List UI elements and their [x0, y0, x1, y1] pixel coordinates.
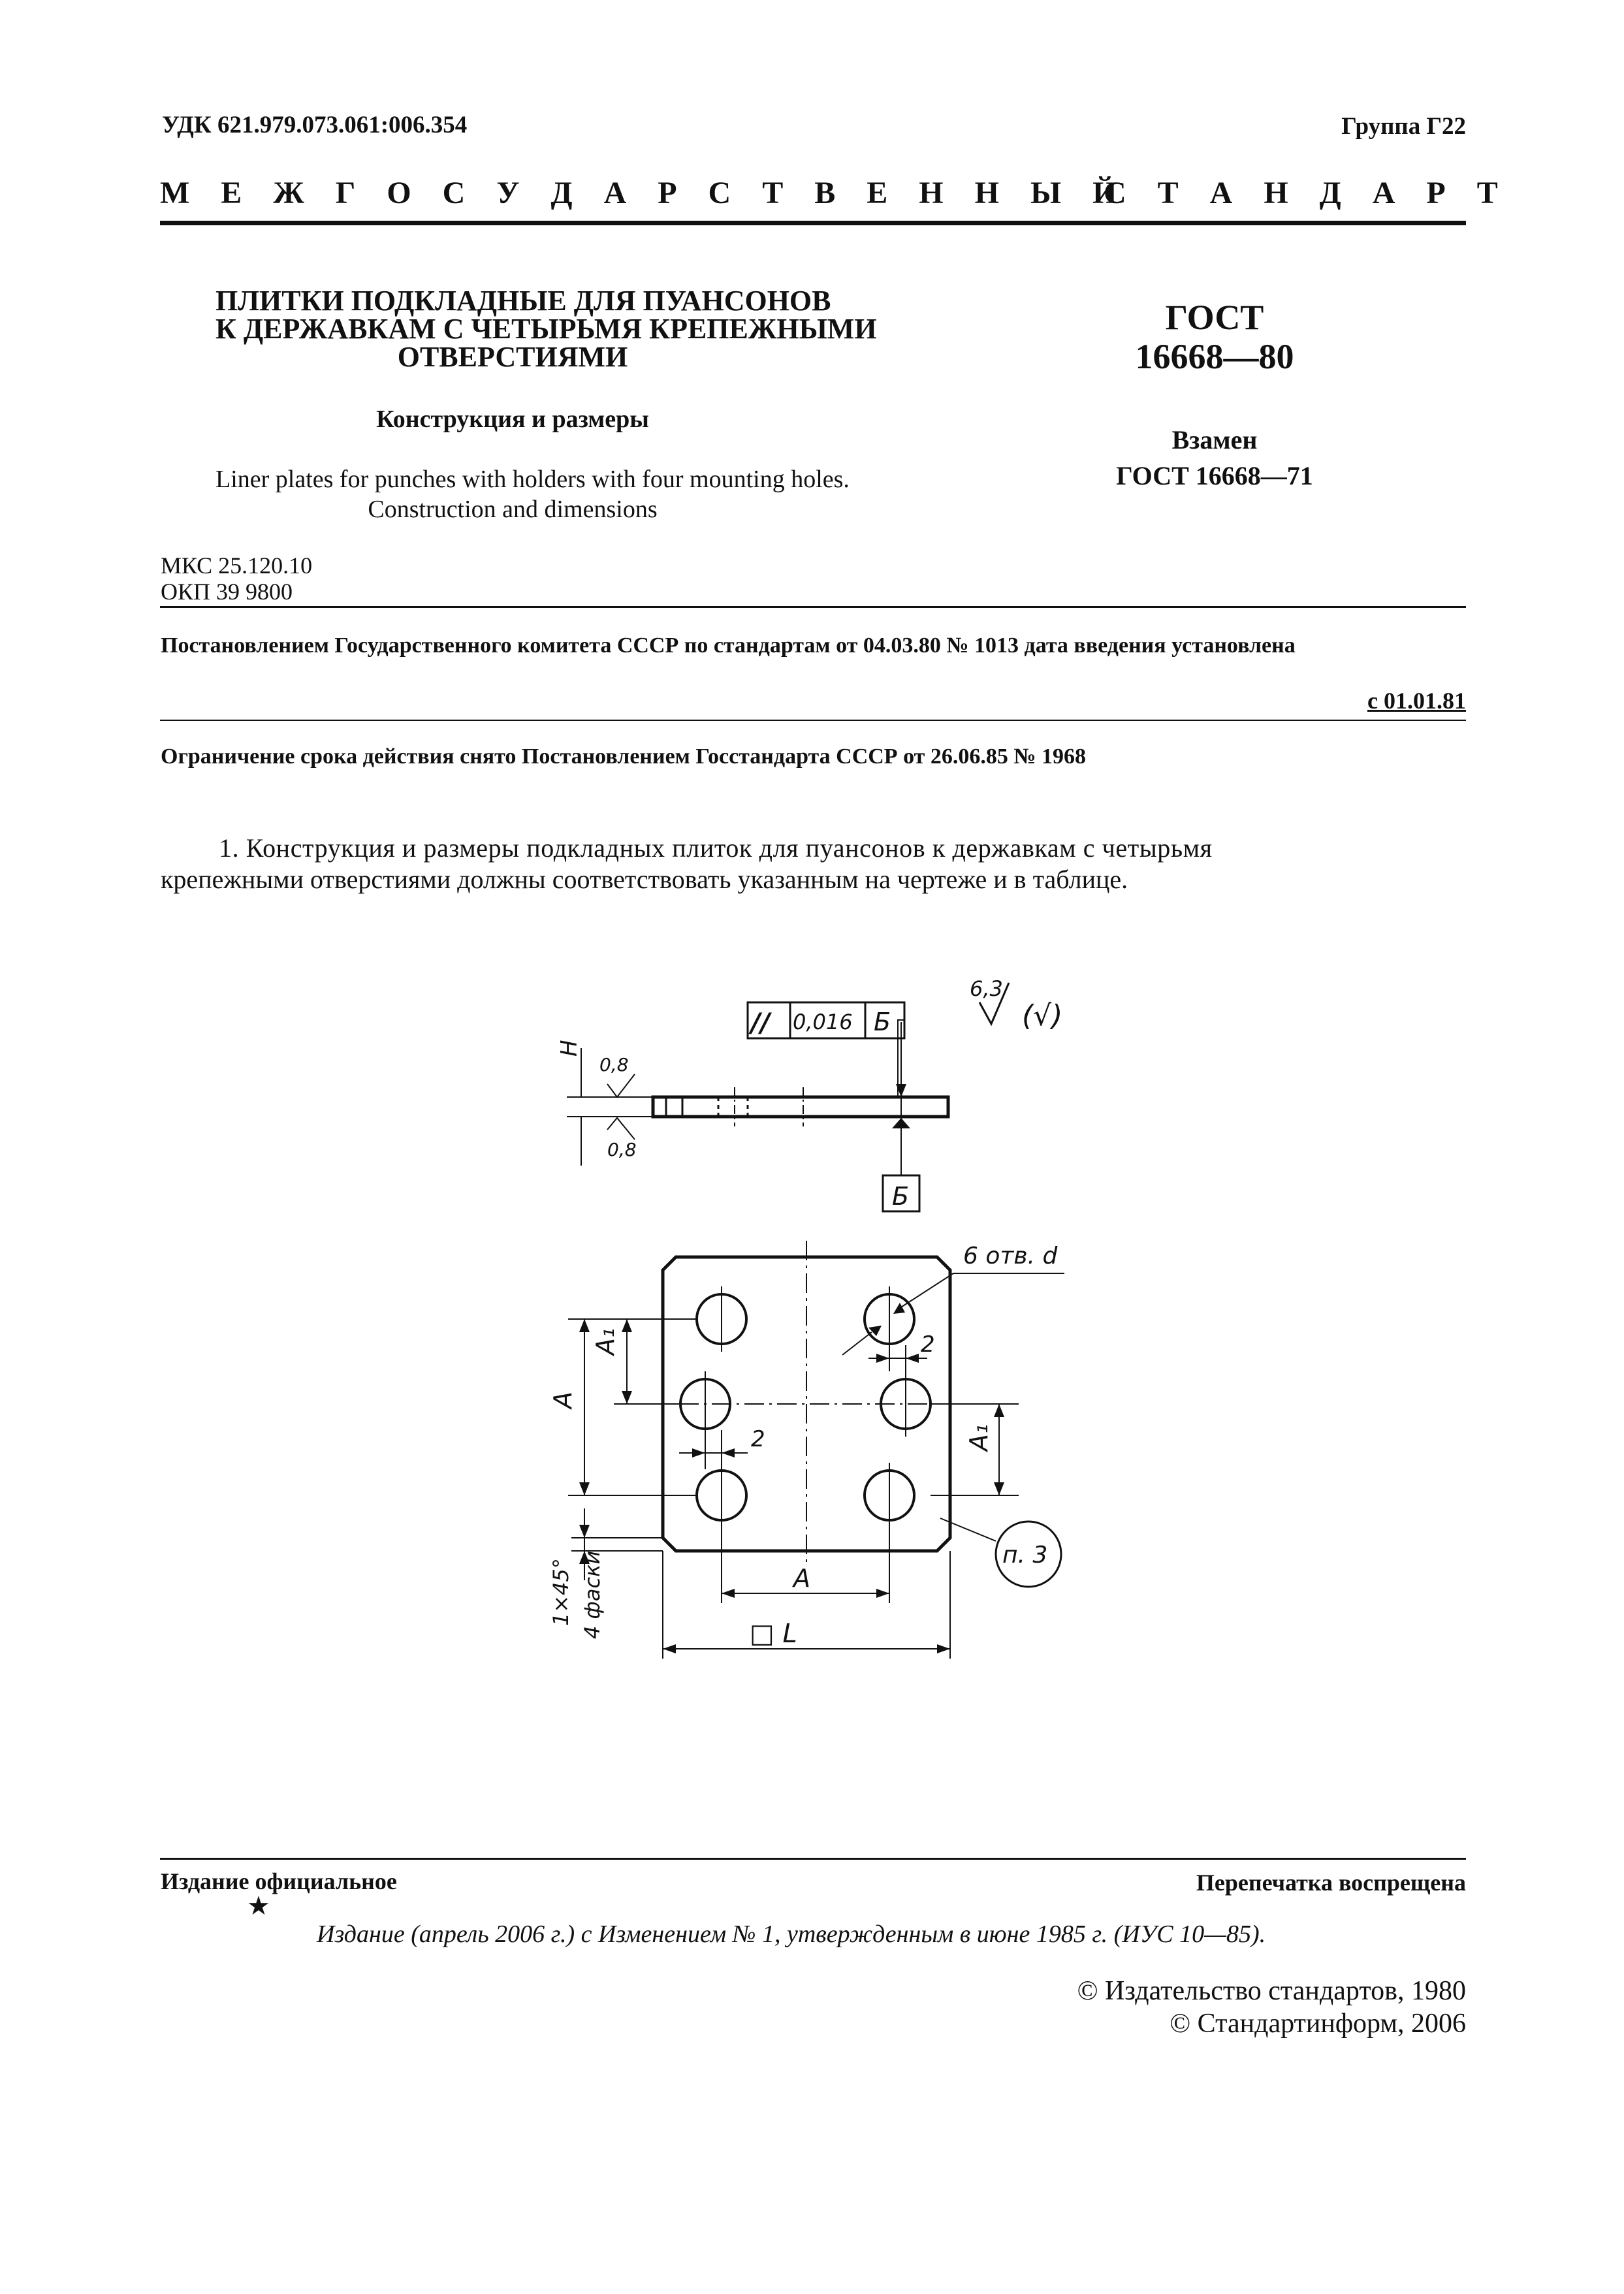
- okp-code: ОКП 39 9800: [161, 579, 293, 605]
- dim-a1-left: A₁: [591, 1328, 620, 1355]
- banner-left: М Е Ж Г О С У Д А Р С Т В Е Н Н Ы Й: [160, 176, 1129, 210]
- dim-h: H: [556, 1040, 582, 1057]
- replaces-gost: ГОСТ 16668—71: [1116, 461, 1313, 490]
- dim-a-bottom: A: [793, 1564, 810, 1593]
- dim-a1-right: A₁: [964, 1424, 993, 1451]
- mks-code: МКС 25.120.10: [161, 552, 313, 579]
- subtitle: Конструкция и размеры: [376, 406, 649, 433]
- copyright-1: © Издательство стандартов, 1980: [1077, 1976, 1466, 2006]
- udk-code: УДК 621.979.073.061:006.354: [162, 112, 468, 138]
- roughness-main: 6,3: [970, 976, 1003, 1001]
- group-code: Группа Г22: [1341, 113, 1466, 140]
- dim-2-left: 2: [751, 1426, 765, 1452]
- chamfer-dim: 1×45°: [549, 1558, 573, 1626]
- rough-bottom: 0,8: [607, 1139, 637, 1160]
- note-ref: п. 3: [1002, 1542, 1048, 1569]
- banner-right: С Т А Н Д А Р Т: [1104, 176, 1510, 210]
- copyright-2: © Стандартинформ, 2006: [1170, 2009, 1466, 2039]
- star-icon: ★: [247, 1891, 270, 1920]
- dim-2-right: 2: [921, 1331, 935, 1358]
- chamfer-note: 4 фаски: [580, 1550, 605, 1639]
- decree-date: с 01.01.81: [1367, 688, 1466, 714]
- paragraph-1-line-2: крепежными отверстиями должны соответствовать указанным на чертеже и в таблице.: [161, 865, 1128, 894]
- paragraph-1-line-1: 1. Конструкция и размеры подкладных плиток для пуансонов к державкам с четырьмя: [219, 833, 1213, 863]
- edition-label: Издание официальное: [161, 1868, 397, 1894]
- tol-value: 0,016: [793, 1010, 853, 1034]
- title-line-1: ПЛИТКИ ПОДКЛАДНЫЕ ДЛЯ ПУАНСОНОВ: [215, 285, 831, 317]
- english-title-2: Construction and dimensions: [368, 496, 658, 523]
- english-title-1: Liner plates for punches with holders with four mounting holes.: [215, 466, 850, 493]
- tol-datum: Б: [874, 1008, 891, 1036]
- limitation-text: Ограничение срока действия снято Постановлением Госстандарта СССР от 26.06.85 № 1968: [161, 744, 1086, 769]
- roughness-other: (√): [1022, 999, 1063, 1032]
- tol-symbol: //: [751, 1008, 771, 1038]
- title-line-3: ОТВЕРСТИЯМИ: [397, 341, 628, 373]
- datum-letter: Б: [892, 1182, 910, 1211]
- replaces-label: Взамен: [1171, 425, 1258, 454]
- decree-text: Постановлением Государственного комитета СССР по стандартам от 04.03.80 № 1013 дата введения установлена: [161, 633, 1296, 658]
- title-line-2: К ДЕРЖАВКАМ С ЧЕТЫРЬМЯ КРЕПЕЖНЫМИ: [215, 313, 877, 345]
- gost-label: ГОСТ: [1165, 298, 1264, 337]
- footer-rule: [160, 1858, 1466, 1860]
- side-view-plate: [653, 1097, 948, 1117]
- edition-info: Издание (апрель 2006 г.) с Изменением № 1, утвержденным в июне 1985 г. (ИУС 10—85).: [317, 1920, 1266, 1948]
- rough-top: 0,8: [599, 1054, 629, 1075]
- holes-label: 6 отв. d: [963, 1243, 1058, 1269]
- no-reprint-label: Перепечатка воспрещена: [1196, 1870, 1466, 1896]
- dim-l: □ L: [750, 1619, 797, 1649]
- dim-a-left: A: [549, 1392, 577, 1409]
- gost-number: 16668—80: [1135, 337, 1294, 376]
